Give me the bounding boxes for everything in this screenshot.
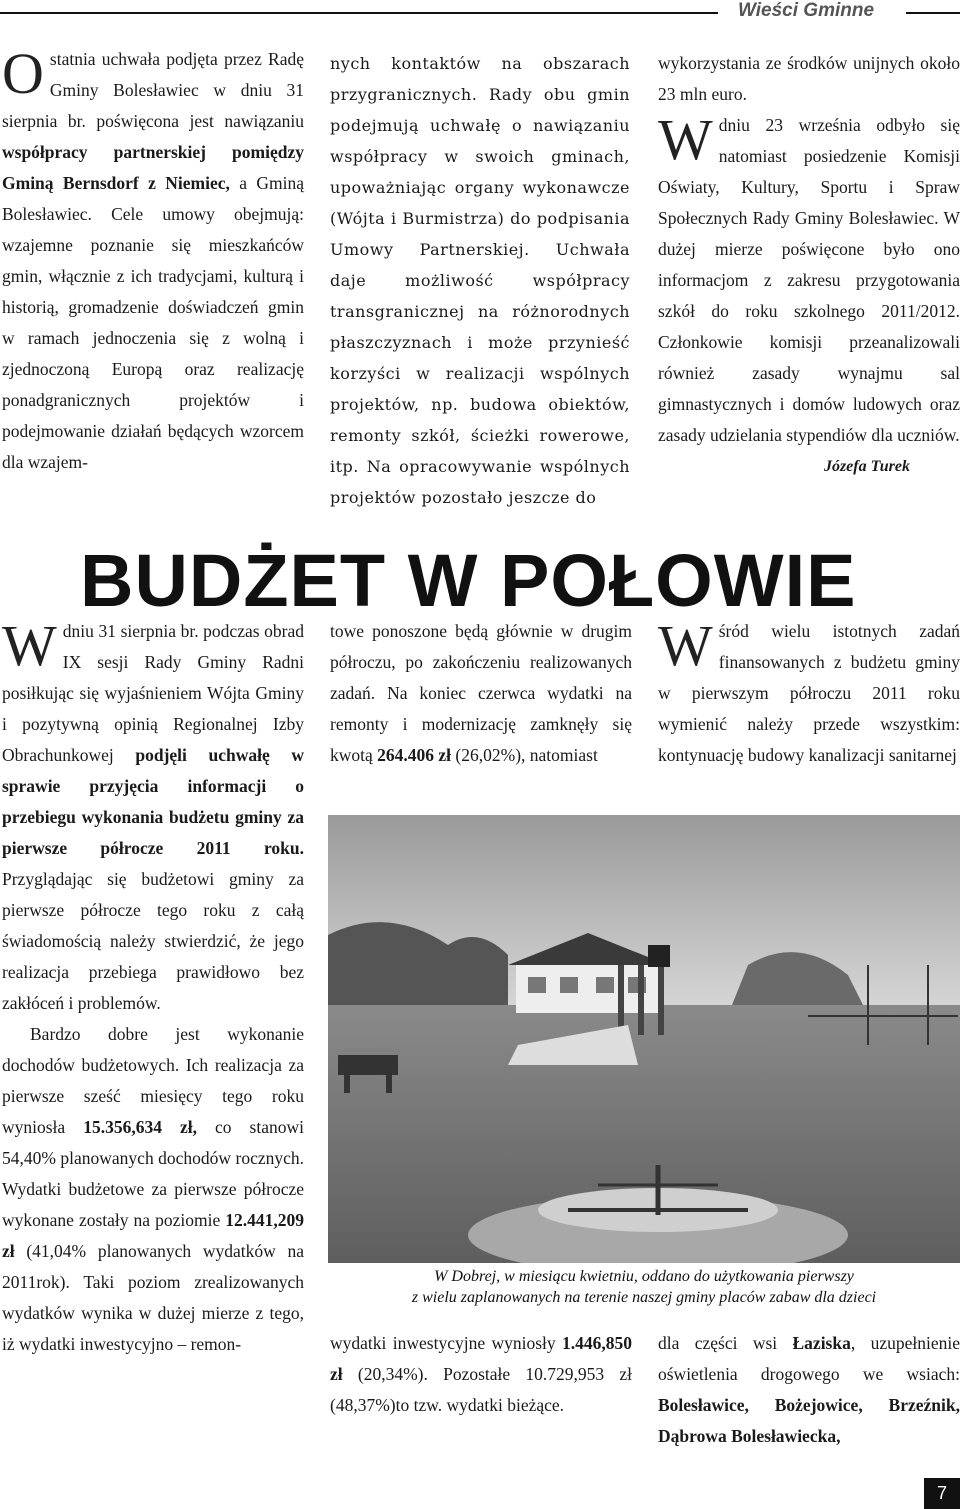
text: (41,04% planowanych wydatków na 2011rok). Taki poziom zrealizowanych wydatków wynika w dużej mierze z tego, iż wydatki inwestycyjno – remon- bbox=[2, 1241, 304, 1354]
author-signature: Józefa Turek bbox=[823, 458, 910, 475]
headline: BUDŻET W POŁOWIE bbox=[80, 539, 857, 622]
text: co stanowi 54,40% planowanych dochodów rocznych. Wydatki budżetowe za pierwsze półrocze wykonane zostały na poziomie bbox=[2, 1117, 304, 1230]
caption-line: z wielu zaplanowanych na terenie naszej gminy placów zabaw dla dzieci bbox=[411, 1289, 877, 1306]
dropcap: W bbox=[2, 613, 57, 678]
text: a Gminą Bolesławiec. Cele umowy obejmują: wzajemne poznanie się mieszkańców gmin, włącznie z ich tradycjami, kulturą i historią, gromadzenie doświadczeń gmin w ramach jednoczenia się z wolną i zjednoczoną Europą oraz realizację ponadgranicznych projektów i podejmowanie działań będących wzorcem dla wzajem- bbox=[2, 173, 304, 472]
text: śród wielu istotnych zadań finansowanych z budżetu gminy w pierwszym półroczu 2011 roku wymienić należy przede wszystkim: kontynuację budowy kanalizacji sanitarnej bbox=[658, 621, 960, 765]
text: dniu 31 sierpnia br. podczas obrad IX sesji Rady Gminy Radni posiłkując się wyjaśnieniem Wójta Gminy i pozytywną opinią Regionalnej Izby Obrachunkowej bbox=[2, 621, 304, 765]
header-rule bbox=[0, 12, 718, 14]
bold-text: Bolesławice, Bożejowice, Brzeźnik, Dąbrowa Bolesławiecka, bbox=[658, 1395, 960, 1446]
text: (26,02%), natomiast bbox=[451, 745, 598, 765]
article1-paragraph: nych kontaktów na obszarach przygranicznych. Rady obu gmin podejmują uchwałę o nawiązaniu współpracy w swoich gminach, upoważniając organy wykonawcze (Wójta i Burmistrza) do podpisania Umowy Partnerskiej. Uchwała daje możliwość współpracy transgranicznej na różnorodnych płaszczyznach i może przynieść korzyści w realizacji wspólnych projektów, np. budowa obiektów, remonty szkół, ścieżki rowerowe, itp. Na opracowywanie wspólnych projektów pozostało jeszcze do bbox=[330, 54, 630, 507]
caption-line: W Dobrej, w miesiącu kwietniu, oddano do użytkowania pierwszy bbox=[434, 1268, 854, 1285]
article2-column-2 bbox=[330, 616, 632, 771]
bold-text: współpracy partnerskiej pomiędzy Gminą Bernsdorf z Niemiec, bbox=[2, 142, 304, 193]
article2-paragraph bbox=[658, 613, 960, 771]
playground-photo bbox=[328, 815, 960, 1263]
article1-column-2 bbox=[330, 48, 630, 513]
text: wydatki inwestycyjne wyniosły bbox=[330, 1333, 562, 1353]
dropcap: O bbox=[2, 41, 44, 106]
article2-column-2-continued bbox=[330, 1328, 632, 1421]
bold-text: 1.446,850 zł bbox=[330, 1333, 632, 1384]
article2-paragraph bbox=[2, 1019, 304, 1360]
playground-photo-illustration bbox=[328, 815, 960, 1263]
header-rule-right bbox=[906, 12, 960, 14]
dropcap: W bbox=[658, 107, 713, 172]
text: towe ponoszone będą głównie w drugim półroczu, po zakończeniu realizowanych zadań. Na koniec czerwca wydatki na remonty i modernizację zamknęły się kwotą bbox=[330, 621, 632, 765]
publication-title: Wieści Gminne bbox=[738, 0, 875, 21]
article2-paragraph bbox=[2, 613, 304, 1019]
text: , uzupełnienie oświetlenia drogowego we wsiach: bbox=[658, 1333, 960, 1384]
article1-paragraph bbox=[2, 41, 304, 478]
bold-text: 12.441,209 zł bbox=[2, 1210, 304, 1261]
article2-column-1 bbox=[2, 613, 304, 1360]
article2-paragraph bbox=[330, 1328, 632, 1421]
article2-paragraph bbox=[330, 616, 632, 771]
article2-column-3 bbox=[658, 613, 960, 771]
page-number: 7 bbox=[924, 1478, 960, 1509]
text: dniu 23 września odbyło się natomiast posiedzenie Komisji Oświaty, Kultury, Sportu i Spraw Społecznych Rady Gminy Bolesławiec. W dużej mierze poświęcone było ono informacjom z zakresu przygotowania szkół do roku szkolnego 2011/2012. Członkowie komisji przeanalizowali również zasady wynajmu sal gimnastycznych i domów ludowych oraz zasady udzielania stypendiów dla uczniów. bbox=[658, 115, 960, 445]
article2-paragraph bbox=[658, 1328, 960, 1452]
text: Bardzo dobre jest wykonanie dochodów budżetowych. Ich realizacja za pierwsze sześć miesięcy tego roku wyniosła bbox=[2, 1024, 304, 1137]
article1-column-1 bbox=[2, 41, 304, 478]
bold-text: 15.356,634 zł, bbox=[83, 1117, 197, 1137]
text: Przyglądając się budżetowi gminy za pierwsze półrocze tego roku z całą świadomością należy stwierdzić, że jego realizacja przebiega prawidłowo bez zakłóceń i problemów. bbox=[2, 869, 304, 1013]
text: dla części wsi bbox=[658, 1333, 793, 1353]
photo-caption bbox=[328, 1266, 960, 1308]
text: statnia uchwała podjęta przez Radę Gminy Bolesławiec w dniu 31 sierpnia br. poświęcona jest nawiązaniu bbox=[2, 49, 304, 131]
bold-text: 264.406 zł bbox=[377, 745, 452, 765]
text: (20,34%). Pozostałe 10.729,953 zł (48,37%)to tzw. wydatki bieżące. bbox=[330, 1364, 632, 1415]
article1-column-3 bbox=[658, 48, 960, 482]
article2-column-3-continued bbox=[658, 1328, 960, 1452]
article1-paragraph: wykorzystania ze środków unijnych około 23 mln euro. bbox=[658, 53, 960, 104]
bold-text: podjęli uchwałę w sprawie przyjęcia informacji o przebiegu wykonania budżetu gminy za pierwsze półrocze 2011 roku. bbox=[2, 745, 304, 858]
article1-paragraph bbox=[658, 107, 960, 475]
dropcap: W bbox=[658, 613, 713, 678]
bold-text: Łaziska bbox=[792, 1333, 851, 1353]
